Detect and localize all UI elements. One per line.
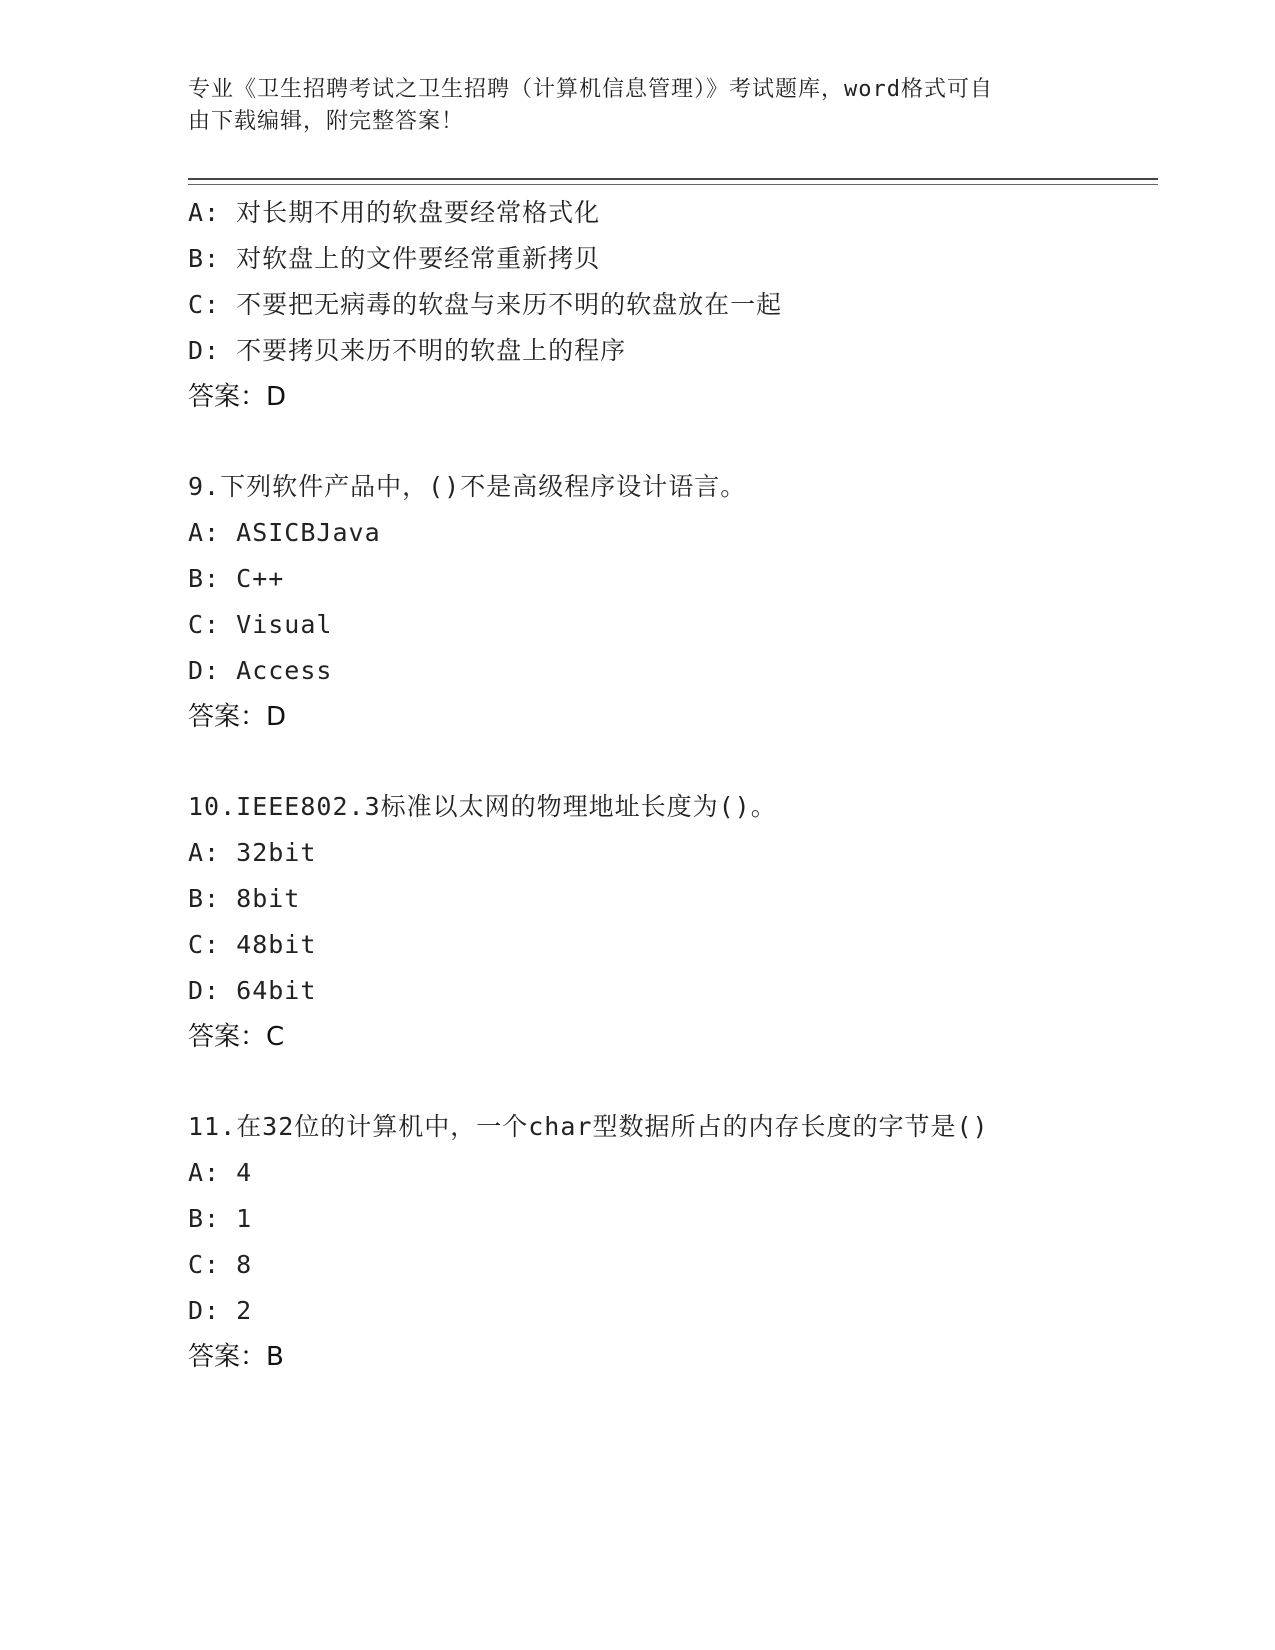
- question-block-11: [188, 1104, 1168, 1380]
- option-b: B: C++: [188, 564, 285, 593]
- option-b: B: 对软盘上的文件要经常重新拷贝: [188, 244, 601, 273]
- option-a: A: ASICBJava: [188, 518, 381, 547]
- header-line-2: 由下载编辑，附完整答案！: [188, 109, 465, 134]
- option-b: B: 8bit: [188, 884, 301, 913]
- question-block-9: [188, 464, 1168, 740]
- option-d: D: 2: [188, 1296, 253, 1325]
- option-d: D: 64bit: [188, 976, 317, 1005]
- answer-line: 答案：C: [188, 1022, 285, 1052]
- header-line-1: 专业《卫生招聘考试之卫生招聘（计算机信息管理）》考试题库，word格式可自: [188, 77, 993, 102]
- answer-line: 答案：B: [188, 1342, 284, 1372]
- option-c: C: Visual: [188, 610, 333, 639]
- option-a: A: 32bit: [188, 838, 317, 867]
- option-a: A: 4: [188, 1158, 253, 1187]
- header-divider-thin: [188, 184, 1158, 185]
- spacer: [188, 740, 1168, 784]
- question-block-10: [188, 784, 1168, 1060]
- question-text: 11.在32位的计算机中，一个char型数据所占的内存长度的字节是(): [188, 1112, 989, 1141]
- question-text: 9.下列软件产品中，()不是高级程序设计语言。: [188, 472, 747, 501]
- option-d: D: Access: [188, 656, 333, 685]
- answer-line: 答案：D: [188, 702, 287, 732]
- option-a: A: 对长期不用的软盘要经常格式化: [188, 198, 601, 227]
- question-block-8: [188, 190, 1168, 420]
- answer-line: 答案：D: [188, 382, 287, 412]
- option-b: B: 1: [188, 1204, 253, 1233]
- option-c: C: 不要把无病毒的软盘与来历不明的软盘放在一起: [188, 290, 783, 319]
- spacer: [188, 1060, 1168, 1104]
- option-c: C: 48bit: [188, 930, 317, 959]
- question-text: 10.IEEE802.3标准以太网的物理地址长度为()。: [188, 792, 777, 821]
- option-c: C: 8: [188, 1250, 253, 1279]
- header-divider-thick: [188, 178, 1158, 180]
- option-d: D: 不要拷贝来历不明的软盘上的程序: [188, 336, 627, 365]
- question-list: [188, 190, 1168, 1380]
- document-header: [188, 74, 1068, 138]
- spacer: [188, 420, 1168, 464]
